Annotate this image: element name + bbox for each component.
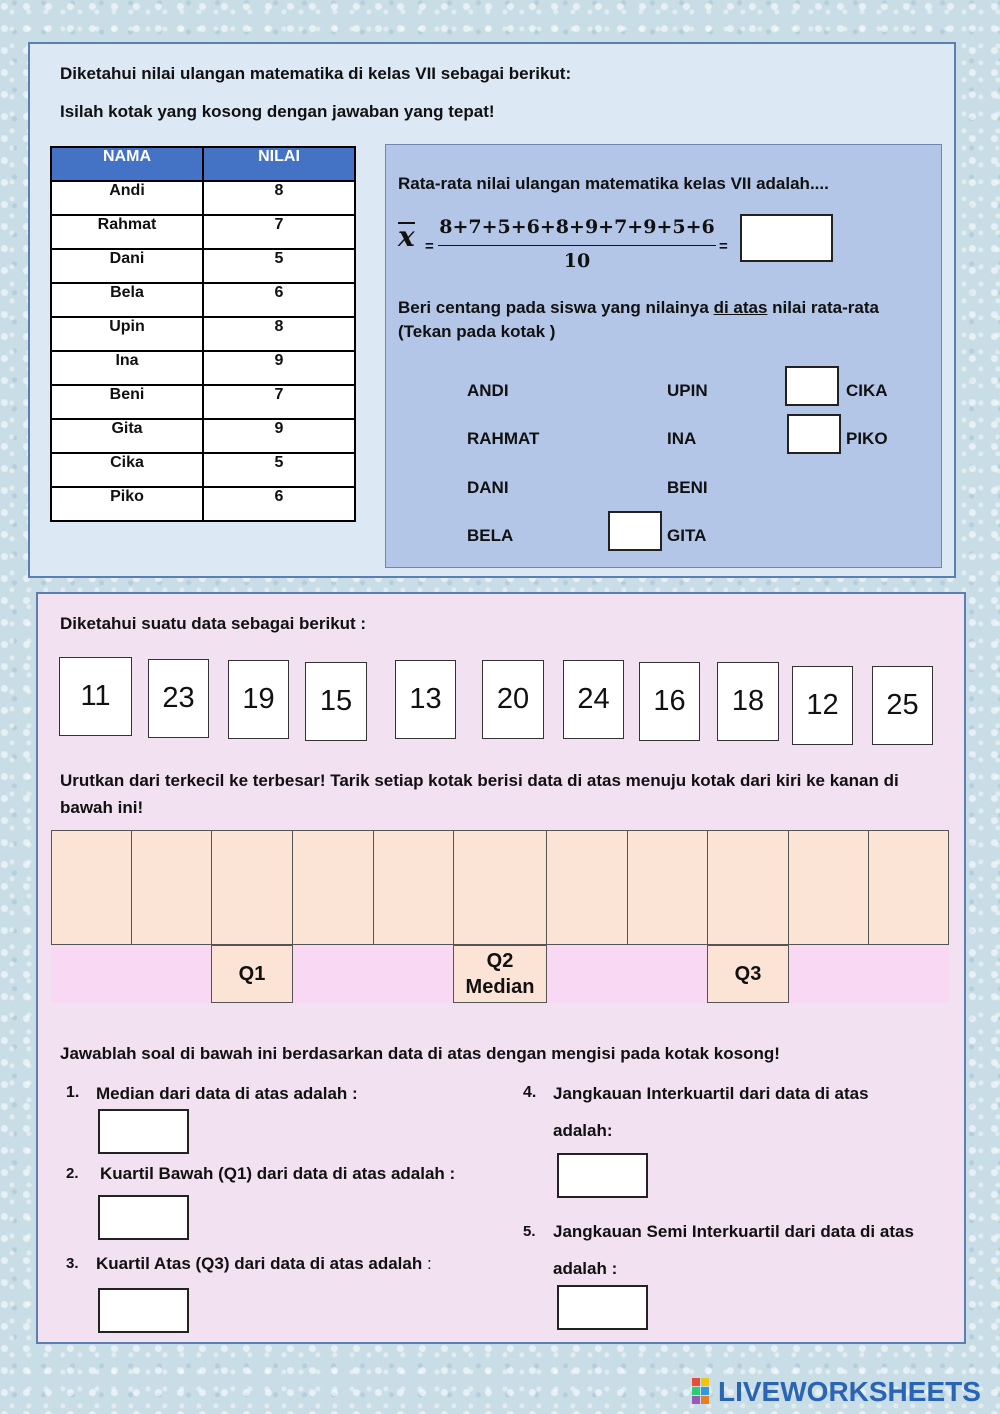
question-1-number: 1.	[66, 1084, 80, 1101]
q1-answer-box[interactable]	[98, 1195, 189, 1240]
checkbox-piko[interactable]	[787, 414, 841, 454]
question-4-text-2: adalah:	[553, 1121, 613, 1140]
q2-label: Q2	[486, 950, 514, 972]
drop-slot[interactable]	[453, 830, 547, 945]
drop-slot[interactable]	[211, 830, 293, 945]
mean-question-box	[385, 144, 942, 568]
cell-score: 5	[203, 453, 355, 487]
header-nama: NAMA	[51, 147, 203, 181]
median-answer-box[interactable]	[98, 1109, 189, 1154]
score-table	[50, 146, 356, 522]
cell-score: 7	[203, 385, 355, 419]
question-1-text: Median dari data di atas adalah :	[96, 1084, 358, 1103]
student-piko: PIKO	[846, 429, 888, 448]
cell-score: 6	[203, 283, 355, 317]
q1-label: Q1	[211, 945, 293, 1003]
semi-iqr-answer-box[interactable]	[557, 1285, 648, 1330]
data-card[interactable]: 25	[872, 666, 933, 745]
formula-equals-2: =	[719, 238, 728, 255]
mean-symbol: x	[398, 220, 415, 253]
data-card[interactable]: 24	[563, 660, 624, 739]
sort-instruction: Urutkan dari terkecil ke terbesar! Tarik setiap kotak berisi data di atas menuju kotak dari kiri ke kanan di bawah ini!	[60, 771, 899, 817]
question-2-number: 2.	[66, 1165, 79, 1182]
student-andi: ANDI	[467, 381, 509, 400]
formula-equals: =	[425, 238, 434, 255]
formula-denominator: 10	[563, 250, 591, 272]
table-row	[51, 487, 355, 521]
drop-slot[interactable]	[627, 830, 708, 945]
cell-name: Bela	[51, 283, 203, 317]
table-row	[51, 385, 355, 419]
question-5-number: 5.	[523, 1223, 536, 1240]
cell-name: Beni	[51, 385, 203, 419]
data-card[interactable]: 11	[59, 657, 132, 736]
cell-score: 9	[203, 351, 355, 385]
student-bela: BELA	[467, 526, 514, 545]
check-instruction-underlined: di atas	[713, 298, 768, 317]
cell-name: Andi	[51, 181, 203, 215]
data-card[interactable]: 20	[482, 660, 544, 739]
data-card[interactable]: 13	[395, 660, 456, 739]
question-4-number: 4.	[523, 1084, 537, 1101]
table-row	[51, 317, 355, 351]
cell-score: 5	[203, 249, 355, 283]
question-3-text	[96, 1254, 432, 1274]
cell-name: Cika	[51, 453, 203, 487]
table-row	[51, 419, 355, 453]
q3-answer-box[interactable]	[98, 1288, 189, 1333]
mean-question: Rata-rata nilai ulangan matematika kelas VII adalah....	[398, 174, 829, 193]
question-3-suffix: :	[426, 1254, 432, 1273]
table-row	[51, 249, 355, 283]
header-nilai: NILAI	[203, 147, 355, 181]
student-rahmat: RAHMAT	[467, 429, 540, 448]
check-instruction-pre: Beri centang pada siswa yang nilainya	[398, 298, 709, 317]
data-card[interactable]: 18	[717, 662, 779, 741]
cell-name: Piko	[51, 487, 203, 521]
question-3-number: 3.	[66, 1255, 79, 1272]
cell-score: 6	[203, 487, 355, 521]
question-4-text: Jangkauan Interkuartil dari data di atas	[553, 1084, 869, 1103]
student-ina: INA	[667, 429, 697, 448]
data-intro: Diketahui suatu data sebagai berikut :	[60, 614, 367, 633]
drop-slot[interactable]	[868, 830, 949, 945]
drop-slot[interactable]	[546, 830, 628, 945]
data-card[interactable]: 16	[639, 662, 700, 741]
cell-score: 8	[203, 181, 355, 215]
cell-score: 9	[203, 419, 355, 453]
drop-slot[interactable]	[131, 830, 212, 945]
liveworksheets-logo	[692, 1376, 981, 1408]
data-card[interactable]: 15	[305, 662, 367, 741]
question-5-text-2: adalah :	[553, 1259, 618, 1278]
data-card[interactable]: 12	[792, 666, 853, 745]
q3-label: Q3	[707, 945, 789, 1003]
question-5-text: Jangkauan Semi Interkuartil dari data di atas	[553, 1222, 914, 1241]
cell-name: Gita	[51, 419, 203, 453]
cell-name: Dani	[51, 249, 203, 283]
brand-text: LIVEWORKSHEETS	[718, 1376, 981, 1407]
student-cika: CIKA	[846, 381, 888, 400]
formula-numerator: 8+7+5+6+8+9+7+9+5+6	[439, 216, 715, 238]
student-gita: GITA	[667, 526, 707, 545]
instruction-text: Isilah kotak yang kosong dengan jawaban yang tepat!	[60, 102, 495, 121]
check-instruction-post: nilai rata-rata	[772, 298, 879, 317]
cell-score: 8	[203, 317, 355, 351]
iqr-answer-box[interactable]	[557, 1153, 648, 1198]
cell-name: Rahmat	[51, 215, 203, 249]
data-card[interactable]: 23	[148, 659, 209, 738]
student-upin: UPIN	[667, 381, 708, 400]
checkbox-gita[interactable]	[608, 511, 662, 551]
intro-text: Diketahui nilai ulangan matematika di kelas VII sebagai berikut:	[60, 64, 572, 83]
table-row	[51, 181, 355, 215]
answer-intro: Jawablah soal di bawah ini berdasarkan data di atas dengan mengisi pada kotak kosong!	[60, 1044, 780, 1063]
table-row	[51, 283, 355, 317]
mean-answer-box[interactable]	[740, 214, 833, 262]
drop-slot[interactable]	[707, 830, 789, 945]
liveworksheets-logo-icon	[692, 1378, 718, 1406]
fraction-bar	[438, 245, 716, 246]
q2-median-label	[453, 945, 547, 1003]
student-beni: BENI	[667, 478, 708, 497]
median-label: Median	[465, 976, 535, 998]
question-2-text: Kuartil Bawah (Q1) dari data di atas adalah :	[100, 1164, 456, 1183]
table-row	[51, 215, 355, 249]
drop-slot[interactable]	[51, 830, 132, 945]
table-row	[51, 351, 355, 385]
student-dani: DANI	[467, 478, 509, 497]
cell-name: Ina	[51, 351, 203, 385]
drop-slot[interactable]	[788, 830, 869, 945]
check-instruction	[398, 298, 879, 318]
check-instruction-line2: (Tekan pada kotak )	[398, 322, 556, 341]
cell-name: Upin	[51, 317, 203, 351]
table-header-row	[51, 147, 355, 181]
data-card[interactable]: 19	[228, 660, 289, 739]
table-row	[51, 453, 355, 487]
cell-score: 7	[203, 215, 355, 249]
checkbox-cika[interactable]	[785, 366, 839, 406]
question-3-label: Kuartil Atas (Q3) dari data di atas adalah	[96, 1254, 423, 1273]
drop-slot[interactable]	[292, 830, 374, 945]
drop-slot[interactable]	[373, 830, 454, 945]
